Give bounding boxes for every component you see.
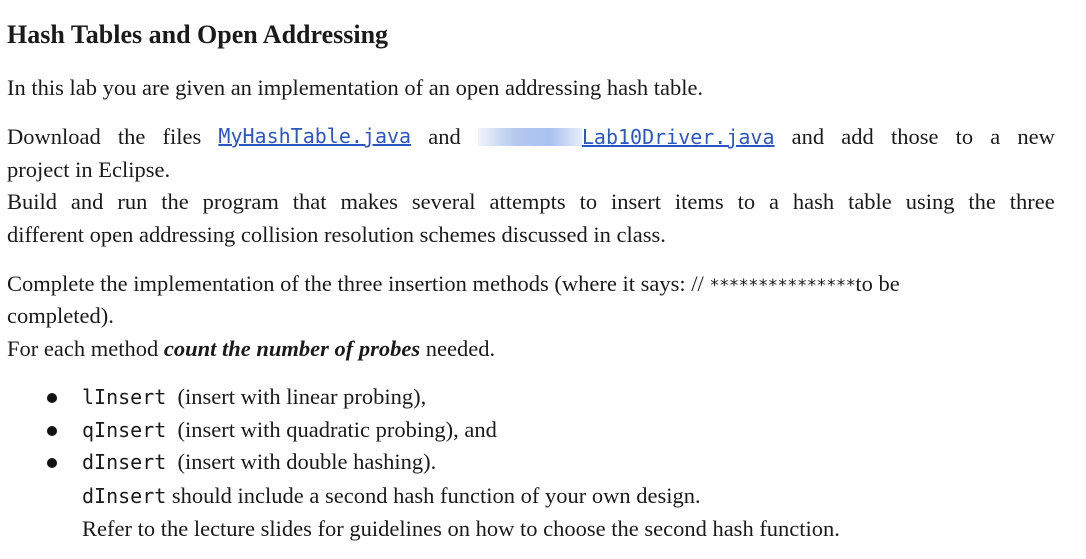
build-word: that xyxy=(292,189,327,214)
method-desc: (insert with linear probing), xyxy=(177,384,427,409)
download-word: and xyxy=(791,124,825,149)
complete-text: Complete the implementation of the three insertion methods (where it says: // xyxy=(7,271,710,296)
build-line-2: different open addressing collision resolution schemes discussed in class. xyxy=(7,222,666,247)
asterisk-marker: *************** xyxy=(709,276,856,296)
download-word: the xyxy=(117,124,146,149)
download-word: files xyxy=(162,124,202,149)
build-word: a xyxy=(769,189,779,214)
dinsert-code: dInsert xyxy=(82,484,167,508)
build-word: insert xyxy=(611,189,662,214)
download-word: those xyxy=(890,124,939,149)
method-name: qInsert xyxy=(82,417,167,442)
dinsert-note xyxy=(82,479,701,513)
build-word: the xyxy=(968,189,996,214)
method-desc: (insert with quadratic probing), and xyxy=(177,416,497,442)
build-word: run xyxy=(117,189,148,214)
download-word: a xyxy=(990,124,1001,149)
build-word: several xyxy=(411,189,476,214)
build-word: three xyxy=(1009,189,1055,214)
download-word: new xyxy=(1017,124,1055,149)
lab10driver-file-link[interactable]: Lab10Driver.java xyxy=(581,125,775,149)
count-prefix: For each method xyxy=(7,336,164,361)
complete-text-end: to be xyxy=(855,271,900,296)
build-word: items xyxy=(674,189,724,214)
complete-line xyxy=(7,267,900,303)
build-word: to xyxy=(737,189,756,214)
method-name: lInsert xyxy=(82,385,167,409)
download-word: to xyxy=(955,124,974,149)
method-name: dInsert xyxy=(82,450,167,474)
build-word: hash xyxy=(792,189,835,214)
slides-note: Refer to the lecture slides for guidelines on how to choose the second hash function. xyxy=(82,516,840,541)
bullet-icon xyxy=(47,458,57,468)
build-word: attempts xyxy=(489,189,566,214)
count-suffix: needed. xyxy=(420,336,496,361)
bullet-icon xyxy=(47,426,57,436)
bullet-icon xyxy=(47,393,57,403)
download-word: and xyxy=(428,124,461,149)
build-word: using xyxy=(905,189,955,214)
complete-line-2: completed). xyxy=(7,303,114,328)
count-line xyxy=(7,332,495,365)
myhashtable-file-link[interactable]: MyHashTable.java xyxy=(218,124,412,148)
redacted-region xyxy=(478,128,582,146)
count-emphasis: count the number of probes xyxy=(163,336,421,361)
download-word: add xyxy=(841,124,874,149)
build-word: makes xyxy=(340,189,398,214)
intro-paragraph: In this lab you are given an implementation of an open addressing hash table. xyxy=(7,75,704,100)
build-line xyxy=(7,185,1055,218)
build-word: the xyxy=(161,189,189,214)
download-word: Download xyxy=(7,124,101,149)
build-word: and xyxy=(70,189,104,214)
download-line-2: project in Eclipse. xyxy=(7,157,171,182)
dinsert-text: should include a second hash function of your own design. xyxy=(166,483,701,508)
driver-file-group xyxy=(478,120,775,154)
build-word: table xyxy=(848,189,892,214)
build-word: to xyxy=(579,189,598,214)
download-line xyxy=(7,120,1055,154)
page-title: Hash Tables and Open Addressing xyxy=(7,20,389,49)
build-word: program xyxy=(202,189,279,214)
method-desc: (insert with double hashing). xyxy=(177,449,437,474)
build-word: Build xyxy=(7,189,58,214)
